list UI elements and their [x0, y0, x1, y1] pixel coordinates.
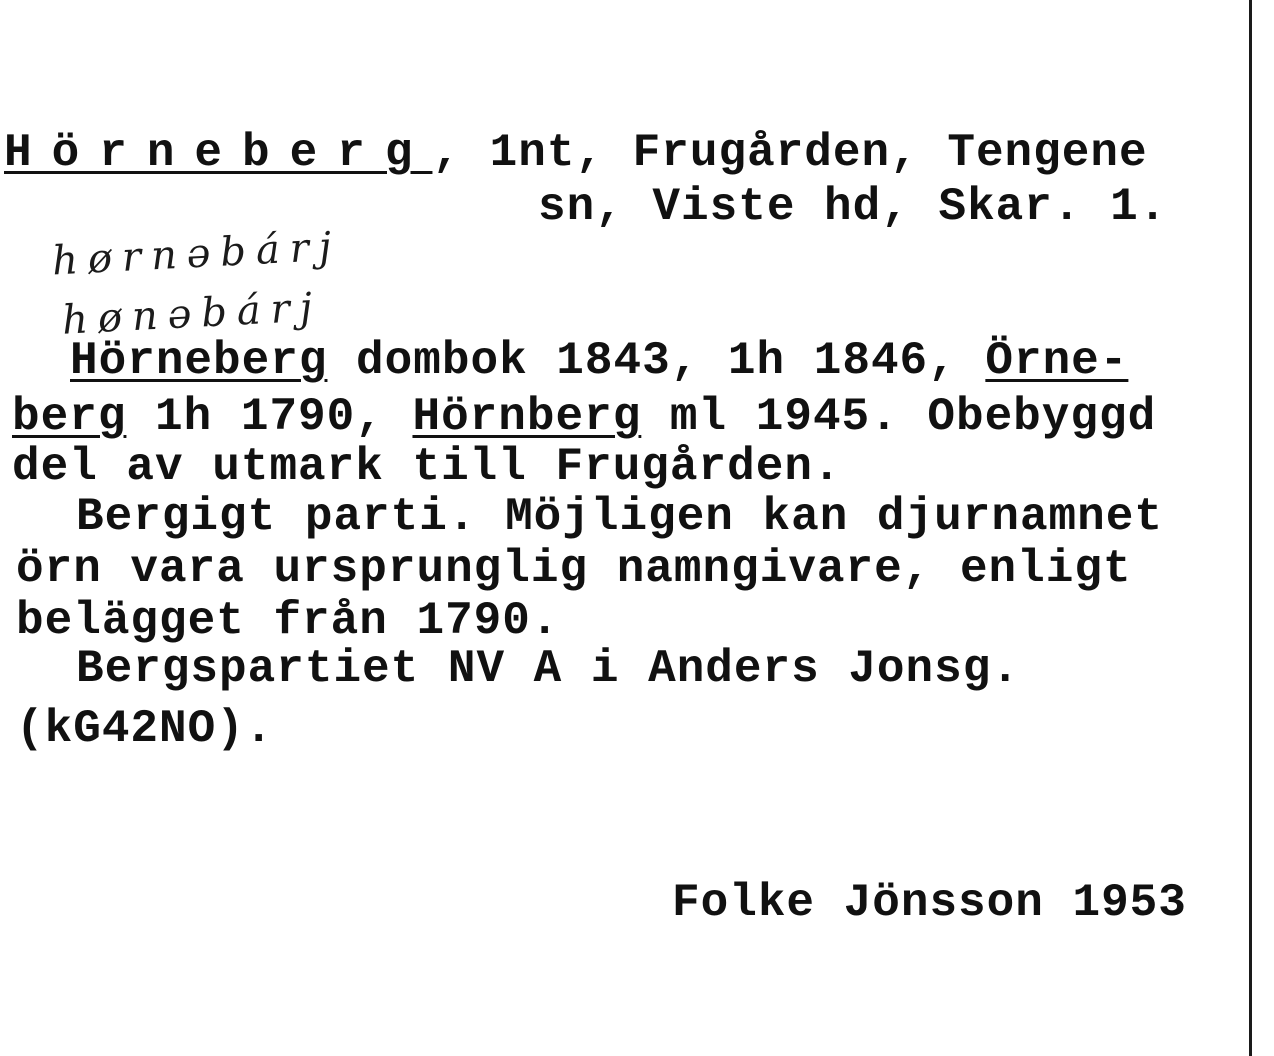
header-line-2: sn, Viste hd, Skar. 1. — [538, 181, 1168, 233]
forms-text-1: dombok 1843, 1h 1846, — [327, 335, 986, 387]
forms-text-3: ml 1945. Obebyggd — [641, 391, 1157, 443]
pronunciation-1: hørnəbárj — [50, 223, 343, 285]
header-line-1 — [4, 128, 1148, 178]
form-hornberg: Hörnberg — [412, 391, 642, 443]
location-line-1: Bergspartiet NV A i Anders Jonsg. — [76, 643, 1020, 695]
location-line-2: (kG42NO). — [16, 703, 274, 755]
comment-line-3: belägget från 1790. — [16, 595, 560, 647]
card-edge-line — [1249, 0, 1252, 1056]
pronunciation-2: hønəbárj — [60, 284, 324, 344]
forms-line-1 — [70, 336, 1128, 386]
form-hornebarg: Hörneberg — [70, 335, 328, 387]
comment-line-1: Bergigt parti. Möjligen kan djurnamnet — [76, 491, 1163, 543]
signature: Folke Jönsson 1953 — [672, 877, 1187, 929]
form-orneberg-part2: berg — [12, 391, 127, 443]
forms-text-2: 1h 1790, — [126, 391, 413, 443]
forms-line-2 — [12, 392, 1156, 442]
header-location: , 1nt, Frugården, Tengene — [432, 127, 1148, 179]
forms-line-3: del av utmark till Frugården. — [12, 441, 842, 493]
headword: Hörneberg — [4, 127, 433, 179]
form-orneberg-part1: Örne- — [985, 335, 1129, 387]
comment-line-2: örn vara ursprunglig namngivare, enligt — [16, 543, 1132, 595]
